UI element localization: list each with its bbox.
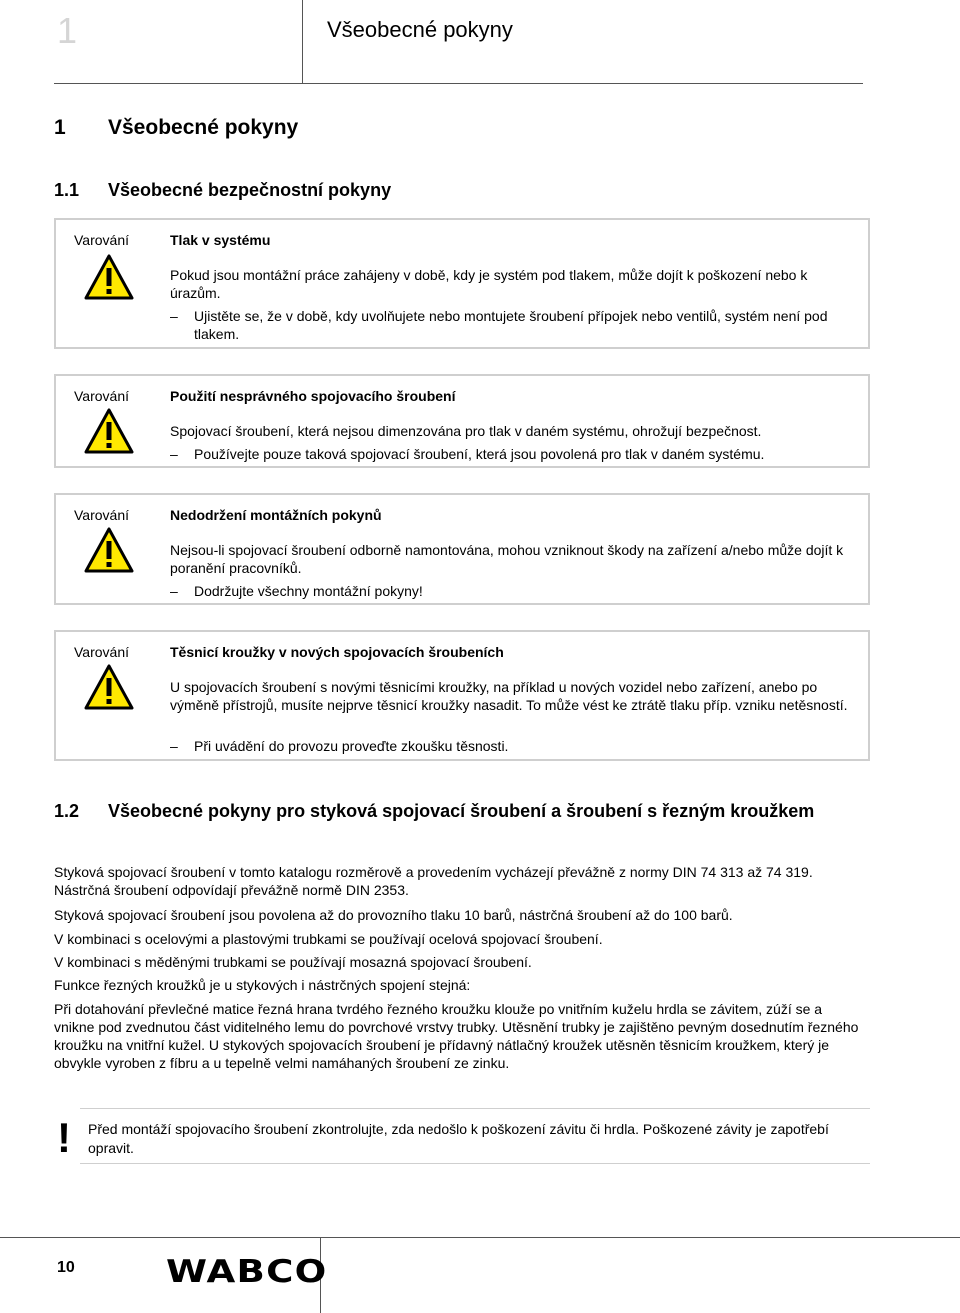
subsection-number: 1.1	[54, 180, 80, 200]
warning-bullet	[170, 307, 860, 343]
bullet-text: Používejte pouze taková spojovací šroubení, která jsou povolená pro tlak v daném systému.	[194, 446, 765, 462]
warning-text: Nejsou-li spojovací šroubení odborně namontována, mohou vzniknout škody na zařízení a/nebo může dojít k poranění pracovníků.	[170, 542, 844, 576]
chapter-number: 1	[57, 10, 78, 51]
page-number: 10	[57, 1259, 75, 1276]
subsection-title: Všeobecné bezpečnostní pokyny	[108, 180, 392, 200]
warning-label: Varování	[74, 388, 129, 404]
warning-title: Nedodržení montážních pokynů	[170, 507, 382, 523]
warning-bullet	[170, 445, 860, 463]
section-heading	[54, 116, 298, 140]
warning-title: Tlak v systému	[170, 232, 271, 248]
exclamation-icon: !	[57, 1114, 71, 1161]
warning-triangle-icon	[84, 408, 134, 454]
warning-text: U spojovacích šroubení s novými těsnicími kroužky, na příklad u nových vozidel nebo zařízení, anebo po výměně přístrojů, musíte nejprve těsnicí kroužky nasadit. To může vést ke ztrátě tlaku příp. vzniku netěsností.	[170, 679, 848, 713]
note-box	[80, 1108, 870, 1164]
warning-label: Varování	[74, 644, 129, 660]
warning-triangle-icon	[84, 254, 134, 300]
warning-label: Varování	[74, 232, 129, 248]
bullet-text: Při uvádění do provozu proveďte zkoušku těsnosti.	[194, 738, 509, 754]
warning-bullet	[170, 582, 860, 600]
bullet-text: Ujistěte se, že v době, kdy uvolňujete nebo montujete šroubení přípojek nebo ventilů, systém není pod tlakem.	[194, 308, 828, 342]
subsection-heading-1	[54, 180, 391, 201]
warning-text: Spojovací šroubení, která nejsou dimenzována pro tlak v daném systému, ohrožují bezpečnost.	[170, 423, 762, 439]
bullet-dash: –	[170, 583, 178, 599]
paragraph: Styková spojovací šroubení v tomto katalogu rozměrově a provedením vycházejí převážně z normy DIN 74 313 až 74 319. Nástrčná šroubení odpovídají převážně normě DIN 2353.	[54, 864, 813, 898]
warning-bullet	[170, 737, 860, 755]
warning-label: Varování	[74, 507, 129, 523]
section-number: 1	[54, 116, 66, 139]
wabco-logo: WABCO	[166, 1254, 328, 1290]
paragraph: Funkce řezných kroužků je u stykových i nástrčných spojení stejná:	[54, 977, 471, 993]
warning-triangle-icon	[84, 664, 134, 710]
paragraph: V kombinaci s měděnými trubkami se používají mosazná spojovací šroubení.	[54, 954, 532, 970]
section-title: Všeobecné pokyny	[108, 116, 299, 139]
warning-title: Použití nesprávného spojovacího šroubení	[170, 388, 456, 404]
bullet-dash: –	[170, 446, 178, 462]
warning-box	[54, 374, 870, 468]
warning-box	[54, 218, 870, 349]
bullet-dash: –	[170, 738, 178, 754]
warning-text: Pokud jsou montážní práce zahájeny v době, kdy je systém pod tlakem, může dojít k poškození nebo k úrazům.	[170, 267, 808, 301]
footer-rule	[0, 1237, 960, 1238]
bullet-text: Dodržujte všechny montážní pokyny!	[194, 583, 423, 599]
bullet-dash: –	[170, 308, 178, 324]
paragraph: Při dotahování převlečné matice řezná hrana tvrdého řezného kroužku klouže po vnitřním kuželu hrdla se závitem, zúží se a vnikne pod zvednutou část viditelného lemu do povrchové vrstvy trubky. Utěsnění trubky je zajištěno pevným dosednutím řezného kroužku na vnitřní kužel. U stykových spojovacích šroubení je přídavný nátlačný kroužek utěsněn těsnicím kroužkem, který je obvykle vyroben z fíbru a u tepelně velmi namáhaných šroubení ze zinku.	[54, 1001, 859, 1071]
paragraph: V kombinaci s ocelovými a plastovými trubkami se používají ocelová spojovací šroubení.	[54, 931, 603, 947]
header-rule	[54, 83, 863, 84]
warning-title: Těsnicí kroužky v nových spojovacích šroubeních	[170, 644, 504, 660]
warning-box	[54, 493, 870, 605]
note-text: Před montáží spojovacího šroubení zkontrolujte, zda nedošlo k poškození závitu či hrdla. Poškozené závity je zapotřebí opravit.	[88, 1121, 829, 1156]
header-divider	[302, 0, 303, 84]
subsection-number: 1.2	[54, 801, 80, 821]
subsection-title: Všeobecné pokyny pro styková spojovací šroubení a šroubení s řezným kroužkem	[108, 801, 815, 821]
warning-triangle-icon	[84, 527, 134, 573]
warning-box	[54, 630, 870, 761]
chapter-title: Všeobecné pokyny	[327, 17, 513, 42]
paragraph: Styková spojovací šroubení jsou povolena až do provozního tlaku 10 barů, nástrčná šroubení až do 100 barů.	[54, 907, 733, 923]
